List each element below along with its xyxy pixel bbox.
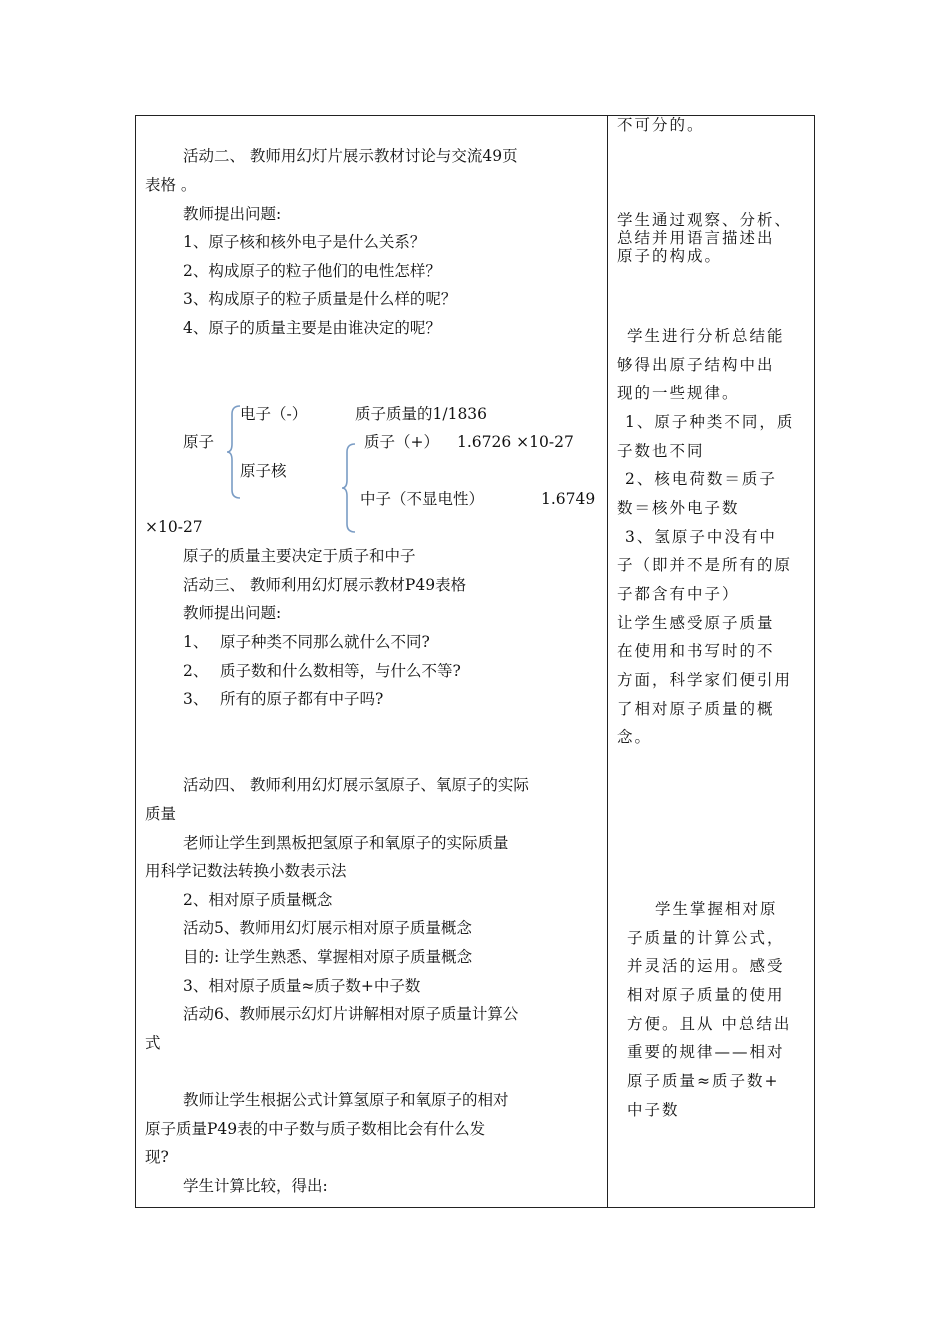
column-divider [607,115,608,1208]
activity-6-line2: 式 [145,1034,161,1052]
right-feel-5: 念。 [617,728,653,746]
right-master-5: 方便。且从 中总结出 [627,1015,792,1033]
right-master-1: 学生掌握相对原 [655,900,778,918]
diagram-neutron: 中子（不显电性） [360,490,485,508]
activity-2-line2: 表格 。 [145,176,197,194]
activity-3: 活动三、 教师利用幻灯展示教材P49表格 [183,576,467,594]
right-analyze-2: 够得出原子结构中出 [617,356,775,374]
right-master-4: 相对原子质量的使用 [627,986,785,1004]
brace-right-icon [342,442,356,534]
question-3-1-num: 1、 [183,633,209,651]
diagram-proton: 质子（+） [364,433,439,451]
compare: 学生计算比较，得出: [183,1177,328,1195]
diagram-electron-mass: 质子质量的1/1836 [355,405,488,423]
diagram-electron: 电子（-） [240,405,308,423]
mass-note: 原子的质量主要决定于质子和中子 [183,547,416,565]
right-rule2-2: 数＝核外电子数 [617,499,740,517]
calc-line2: 原子质量P49表的中子数与质子数相比会有什么发 [145,1120,486,1138]
question-3-2: 质子数和什么数相等，与什么不等? [220,662,461,680]
activity-4-line1: 活动四、 教师利用幻灯展示氢原子、氧原子的实际 [183,776,529,794]
right-master-7: 原子质量≈质子数+ [627,1072,780,1090]
question-3: 3、构成原子的粒子质量是什么样的呢？ [183,290,457,308]
diagram-atom: 原子 [183,433,215,451]
activity-5: 活动5、教师用幻灯展示相对原子质量概念 [183,919,472,937]
diagram-neutron-exp: ×10-27 [145,518,203,536]
right-rule1-2: 子数也不同 [617,442,705,460]
right-master-3: 并灵活的运用。感受 [627,957,785,975]
question-3-3-num: 3、 [183,690,209,708]
question-3-1: 原子种类不同那么就什么不同? [220,633,430,651]
diagram-neutron-mass: 1.6749 [541,490,596,508]
right-observe-2: 总结并用语言描述出 [617,229,775,247]
question-3-3: 所有的原子都有中子吗? [220,690,384,708]
right-analyze-1: 学生进行分析总结能 [627,327,785,345]
right-rule3-1: 3、氢原子中没有中 [625,528,777,546]
blackboard-line2: 用科学记数法转换小数表示法 [145,862,347,880]
brace-left-icon [227,404,241,500]
right-feel-3: 方面，科学家们便引用 [617,671,793,689]
question-4: 4、原子的质量主要是由谁决定的呢？ [183,319,441,337]
activity-4-line2: 质量 [145,805,177,823]
right-master-6: 重要的规律——相对 [627,1043,785,1061]
question-2: 2、构成原子的粒子他们的电性怎样？ [183,262,441,280]
right-feel-2: 在使用和书写时的不 [617,642,775,660]
question-1: 1、原子核和核外电子是什么关系？ [183,233,426,251]
right-master-2: 子质量的计算公式， [627,929,785,947]
right-rule1-1: 1、原子种类不同，质 [625,413,795,431]
calc-line3: 现? [145,1148,169,1166]
question-heading: 教师提出问题: [183,205,282,223]
blackboard-line1: 老师让学生到黑板把氢原子和氧原子的实际质量 [183,834,509,852]
diagram-proton-mass: 1.6726 ×10-27 [457,433,574,451]
right-rule2-1: 2、核电荷数＝质子 [625,470,777,488]
right-analyze-3: 现的一些规律。 [617,384,740,402]
right-feel-4: 了相对原子质量的概 [617,700,775,718]
diagram-nucleus: 原子核 [240,462,287,480]
right-indivisible: 不可分的。 [617,116,705,134]
formula: 3、相对原子质量≈质子数+中子数 [183,977,421,995]
right-rule3-2: 子（即并不是所有的原 [617,556,793,574]
calc-line1: 教师让学生根据公式计算氢原子和氧原子的相对 [183,1091,509,1109]
question-heading-2: 教师提出问题: [183,604,282,622]
right-master-8: 中子数 [627,1101,680,1119]
concept-title: 2、相对原子质量概念 [183,891,333,909]
purpose: 目的: 让学生熟悉、掌握相对原子质量概念 [183,948,473,966]
activity-6-line1: 活动6、教师展示幻灯片讲解相对原子质量计算公 [183,1005,519,1023]
question-3-2-num: 2、 [183,662,209,680]
right-rule3-3: 子都含有中子） [617,585,740,603]
right-observe-1: 学生通过观察、分析、 [617,211,793,229]
activity-2-line1: 活动二、 教师用幻灯片展示教材讨论与交流49页 [183,147,518,165]
right-feel-1: 让学生感受原子质量 [617,614,775,632]
right-observe-3: 原子的构成。 [617,247,723,265]
